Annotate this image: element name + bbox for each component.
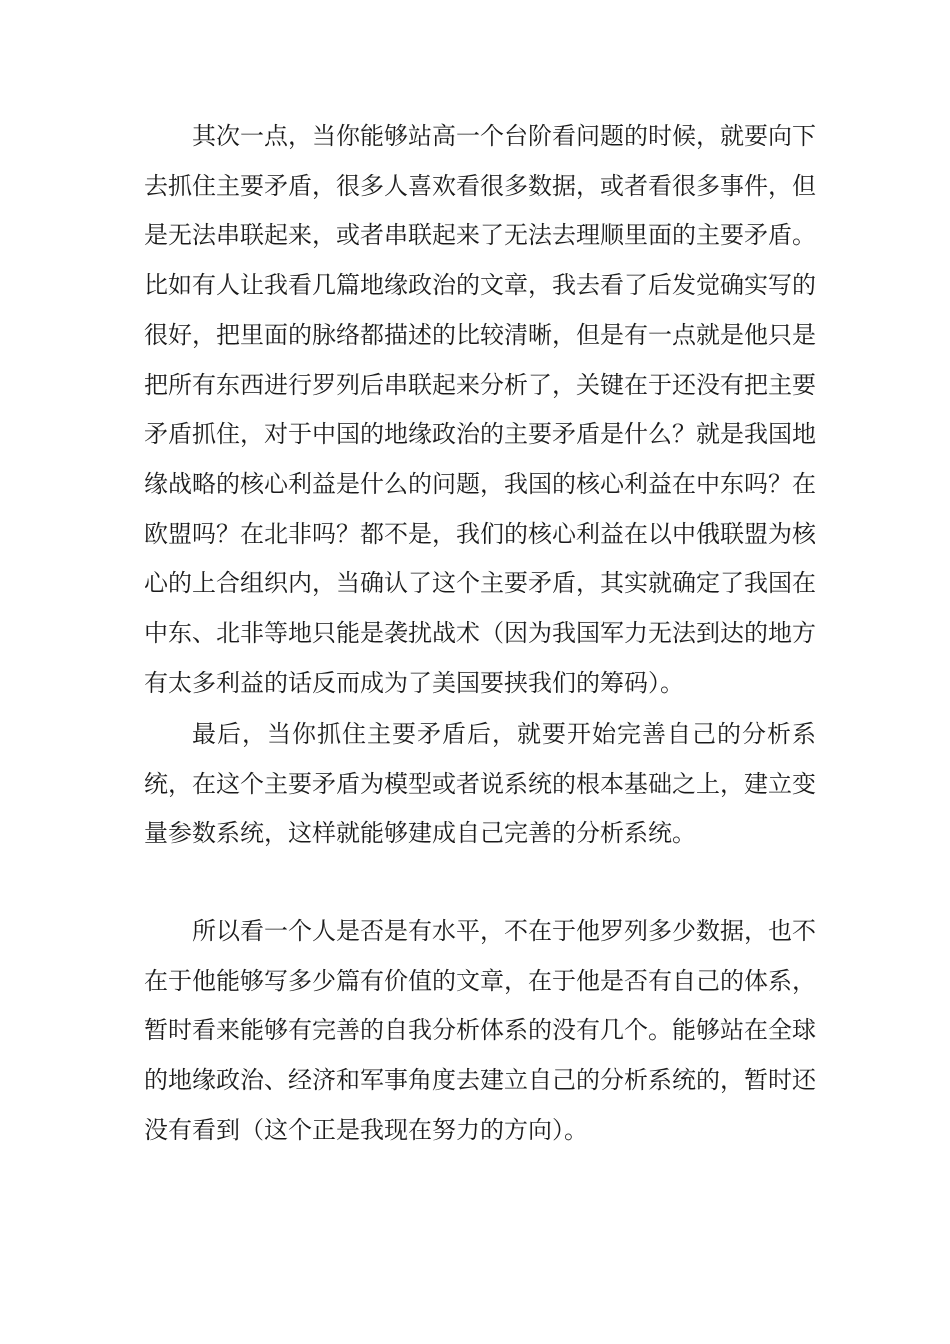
paragraph-analysis-system: 最后，当你抓住主要矛盾后，就要开始完善自己的分析系统，在这个主要矛盾为模型或者说系统的根本基础之上，建立变量参数系统，这样就能够建成自己完善的分析系统。	[144, 720, 816, 848]
paragraph-conclusion: 所以看一个人是否是有水平，不在于他罗列多少数据，也不在于他能够写多少篇有价值的文章，在于他是否有自己的体系，暂时看来能够有完善的自我分析体系的没有几个。能够站在全球的地缘政治、经济和军事角度去建立自己的分析系统的，暂时还没有看到（这个正是我现在努力的方向）。	[144, 917, 816, 1144]
paragraph-main-contradiction: 其次一点，当你能够站高一个台阶看问题的时候，就要向下去抓住主要矛盾，很多人喜欢看很多数据，或者看很多事件，但是无法串联起来，或者串联起来了无法去理顺里面的主要矛盾。比如有人让我看几篇地缘政治的文章，我去看了后发觉确实写的很好，把里面的脉络都描述的比较清晰，但是有一点就是他只是把所有东西进行罗列后串联起来分析了，关键在于还没有把主要矛盾抓住，对于中国的地缘政治的主要矛盾是什么？就是我国地缘战略的核心利益是什么的问题，我国的核心利益在中东吗？在欧盟吗？在北非吗？都不是，我们的核心利益在以中俄联盟为核心的上合组织内，当确认了这个主要矛盾，其实就确定了我国在中东、北非等地只能是袭扰战术（因为我国军力无法到达的地方有太多利益的话反而成为了美国要挟我们的筹码）。	[144, 122, 816, 697]
